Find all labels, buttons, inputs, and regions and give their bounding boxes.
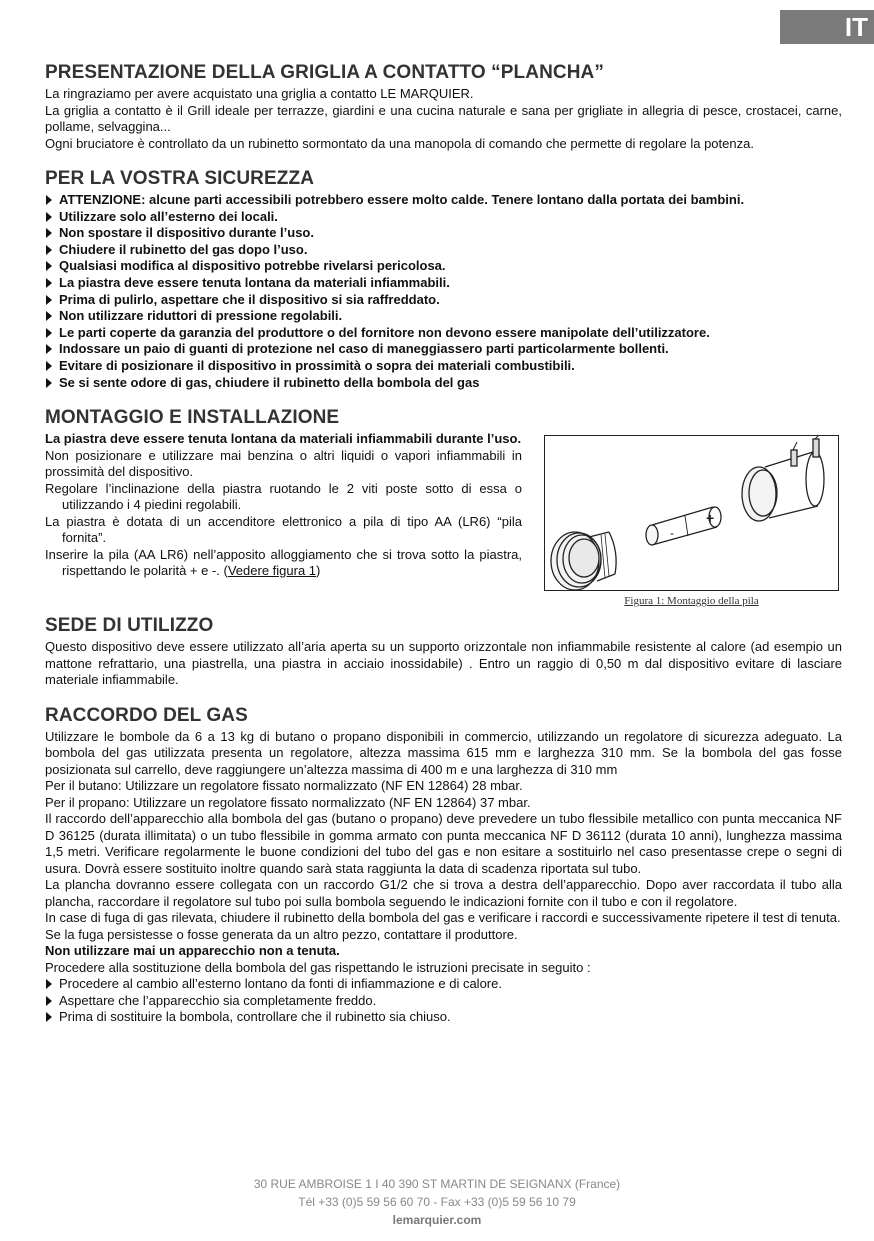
arrow-right-icon xyxy=(46,996,52,1006)
arrow-right-icon xyxy=(46,344,52,354)
raccordo-p3: Per il propano: Utilizzare un regolatore fissato normalizzato (NF EN 12864) 37 mbar. xyxy=(45,794,531,810)
raccordo-p5: La plancha dovranno essere collegata con un raccordo G1/2 che si trova a destra dell’apparecchio. Dopo aver raccordata il tubo alla plancha, raccordare il regolatore sul tubo poi sulla bombola seguendo le indicazioni fornite con il tubo e con il regolatore. xyxy=(45,877,842,909)
list-item: La piastra deve essere tenuta lontana da materiali infiammabili. xyxy=(45,275,842,292)
presentazione-title: PRESENTAZIONE DELLA GRIGLIA A CONTATTO “PLANCHA” xyxy=(45,62,604,83)
arrow-right-icon xyxy=(46,328,52,338)
language-tab: IT xyxy=(780,10,874,44)
arrow-right-icon xyxy=(46,378,52,388)
arrow-right-icon xyxy=(46,212,52,222)
list-item: ATTENZIONE: alcune parti accessibili potrebbero essere molto calde. Tenere lontano dalla portata dei bambini. xyxy=(45,192,842,209)
raccordo-p6: In case di fuga di gas rilevata, chiudere il rubinetto della bombola del gas e verificare i raccordi e successivamente ripetere il test di tenuta. xyxy=(45,910,841,926)
list-item: Le parti coperte da garanzia del produttore o del fornitore non devono essere manipolate dell’utilizzatore. xyxy=(45,325,842,342)
arrow-right-icon xyxy=(46,228,52,238)
section-sede xyxy=(45,613,842,689)
section-presentazione xyxy=(45,60,842,152)
raccordo-title: RACCORDO DEL GAS xyxy=(45,704,248,726)
arrow-right-icon xyxy=(46,278,52,288)
list-item: Non spostare il dispositivo durante l’uso. xyxy=(45,225,842,242)
montaggio-bold-intro: La piastra deve essere tenuta lontana da materiali infiammabili durante l’uso. xyxy=(45,431,522,447)
raccordo-p2: Per il butano: Utilizzare un regolatore fissato normalizzato (NF EN 12864) 28 mbar. xyxy=(45,778,523,794)
sicurezza-title: PER LA VOSTRA SICUREZZA xyxy=(45,168,315,189)
arrow-right-icon xyxy=(46,261,52,271)
battery-illustration xyxy=(646,507,721,545)
arrow-right-icon xyxy=(46,245,52,255)
list-item: Non utilizzare riduttori di pressione regolabili. xyxy=(45,308,842,325)
arrow-right-icon xyxy=(46,311,52,321)
figure-link[interactable]: Vedere figura 1 xyxy=(227,563,317,579)
presentazione-p1: La ringraziamo per avere acquistato una griglia a contatto LE MARQUIER. xyxy=(45,86,474,101)
presentazione-p2: La griglia a contatto è il Grill ideale per terrazze, giardini e una cucina naturale e sana per grigliate in allegria di pesce, crostacei, carne, pollame, selvaggina... xyxy=(45,102,842,134)
montaggio-p4: Inserire la pila (AA LR6) nell’apposito alloggiamento che si trova sotto la piastra, rispettando le polarità + e -. (Vedere figura 1) xyxy=(45,546,522,579)
arrow-right-icon xyxy=(46,361,52,371)
list-item: Prima di sostituire la bombola, controllare che il rubinetto sia chiuso. xyxy=(45,1009,842,1026)
arrow-right-icon xyxy=(46,1012,52,1022)
list-item: Indossare un paio di guanti di protezione nel caso di maneggiassero parti particolarmente bollenti. xyxy=(45,341,842,358)
section-sicurezza xyxy=(45,166,842,391)
list-item: Procedere al cambio all’esterno lontano da fonti di infiammazione e di calore. xyxy=(45,976,842,993)
montaggio-p3: La piastra è dotata di un accenditore elettronico a pila di tipo AA (LR6) “pila fornita”. xyxy=(45,513,522,546)
list-item: Qualsiasi modifica al dispositivo potrebbe rivelarsi pericolosa. xyxy=(45,258,842,275)
footer-phone: Tél +33 (0)5 59 56 60 70 - Fax +33 (0)5 59 56 10 79 xyxy=(298,1195,576,1209)
list-item: Aspettare che l’apparecchio sia completamente freddo. xyxy=(45,993,842,1010)
raccordo-p4: Il raccordo dell’apparecchio alla bombola del gas (butano o propano) deve prevedere un tubo flessibile metallico con punta meccanica NF D 36125 (durata illimitata) o un tubo flessibile in gomma armato con punta meccanica NF D 36112 (durata 10 anni), lunghezza massima 1,5 metri. Verificare regolarmente le buone condizioni del tubo del gas e non esitare a sostituirlo nel caso presentasse crepe o segni di usura. Dovrà essere sostituito inoltre quando sarà stata raggiunta la data di scadenza riportata sul tubo. xyxy=(45,811,842,876)
raccordo-p9: Procedere alla sostituzione della bombola del gas rispettando le istruzioni precisate in seguito : xyxy=(45,959,591,975)
raccordo-list xyxy=(45,976,842,1026)
raccordo-p8-warning: Non utilizzare mai un apparecchio non a tenuta. xyxy=(45,943,340,959)
figure-plus-label: + xyxy=(706,510,715,527)
figure-minus-label: - xyxy=(670,526,674,541)
montaggio-title: MONTAGGIO E INSTALLAZIONE xyxy=(45,407,340,429)
section-montaggio xyxy=(45,405,842,613)
sede-p1: Questo dispositivo deve essere utilizzato all’aria aperta su un supporto orizzontale non infiammabile resistente al calore (ad esempio un mattone refrattario, una piastrella, una piastra in acciaio inossidabile) . Entro un raggio di 0,50 m dal dispositivo evitare di lasciare materiale infiammabile. xyxy=(45,639,842,688)
list-item: Evitare di posizionare il dispositivo in prossimità o sopra dei materiali combustibili. xyxy=(45,358,842,375)
montaggio-body xyxy=(45,431,842,613)
section-raccordo xyxy=(45,703,842,1026)
sicurezza-list xyxy=(45,192,842,391)
list-item: Chiudere il rubinetto del gas dopo l’uso. xyxy=(45,242,842,259)
arrow-right-icon xyxy=(46,979,52,989)
list-item: Prima di pulirlo, aspettare che il dispositivo si sia raffreddato. xyxy=(45,292,842,309)
raccordo-p1: Utilizzare le bombole da 6 a 13 kg di butano o propano disponibili in commercio, utilizzando un regolatore di sicurezza adeguato. La bombola del gas utilizzata presenta un regolatore, altezza massima 615 mm e larghezza 310 mm. Se la bombola del gas fosse posizionata sul carrello, deve raggiungere un’altezza massima di 400 m e una larghezza di 310 mm xyxy=(45,728,842,777)
page-footer xyxy=(0,1175,874,1229)
montaggio-p1: Non posizionare e utilizzare mai benzina o altri liquidi o vapori infiammabili in prossimità del dispositivo. xyxy=(45,447,522,480)
battery-assembly-illustration xyxy=(545,436,838,590)
battery-housing-illustration xyxy=(742,436,824,521)
raccordo-p7: Se la fuga persistesse o fosse generata da un altro pezzo, contattare il produttore. xyxy=(45,926,518,942)
sede-title: SEDE DI UTILIZZO xyxy=(45,615,214,637)
presentazione-p3: Ogni bruciatore è controllato da un rubinetto sormontato da una manopola di comando che permette di regolare la potenza. xyxy=(45,135,754,151)
arrow-right-icon xyxy=(46,295,52,305)
page-content xyxy=(45,60,842,1040)
list-item: Utilizzare solo all’esterno dei locali. xyxy=(45,209,842,226)
footer-website: lemarquier.com xyxy=(392,1213,482,1227)
arrow-right-icon xyxy=(46,195,52,205)
footer-address: 30 RUE AMBROISE 1 I 40 390 ST MARTIN DE SEIGNANX (France) xyxy=(253,1177,621,1191)
battery-figure xyxy=(544,435,839,591)
montaggio-text xyxy=(45,431,522,580)
figure-caption: Figura 1: Montaggio della pila xyxy=(624,595,759,608)
montaggio-p2: Regolare l’inclinazione della piastra ruotando le 2 viti poste sotto di essa o utilizzando i 4 piedini regolabili. xyxy=(45,480,522,513)
knob-illustration xyxy=(551,532,616,590)
list-item: Se si sente odore di gas, chiudere il rubinetto della bombola del gas xyxy=(45,375,842,392)
